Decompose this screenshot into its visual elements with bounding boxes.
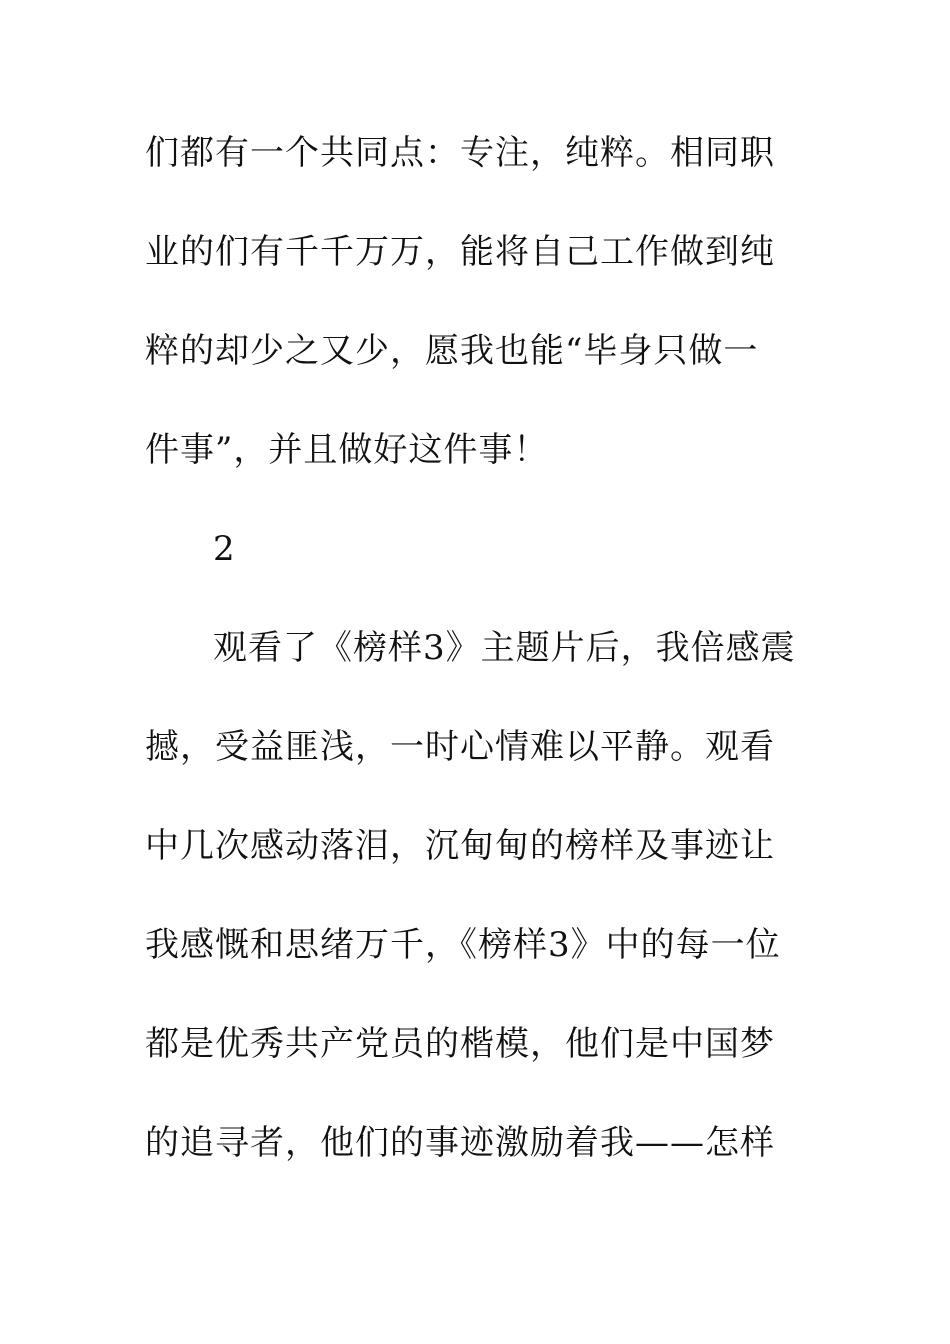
text-line: 都是优秀共产党员的楷模，他们是中国梦	[145, 1024, 775, 1064]
text-line: 我感慨和思绪万千，《榜样3》中的每一位	[145, 925, 781, 965]
text-line: 业的们有千千万万，能将自己工作做到纯	[145, 232, 775, 272]
text-line: 撼，受益匪浅，一时心情难以平静。观看	[145, 727, 775, 767]
text-line: 的追寻者，他们的事迹激励着我——怎样	[145, 1123, 775, 1163]
paragraph-first-line: 观看了《榜样3》主题片后，我倍感震	[213, 628, 796, 668]
text-line: 件事”，并且做好这件事！	[145, 430, 549, 470]
section-number: 2	[213, 529, 236, 569]
text-line: 中几次感动落泪，沉甸甸的榜样及事迹让	[145, 826, 775, 866]
text-line: 们都有一个共同点：专注，纯粹。相同职	[145, 133, 775, 173]
text-line: 粹的却少之又少，愿我也能“毕身只做一	[145, 331, 759, 371]
